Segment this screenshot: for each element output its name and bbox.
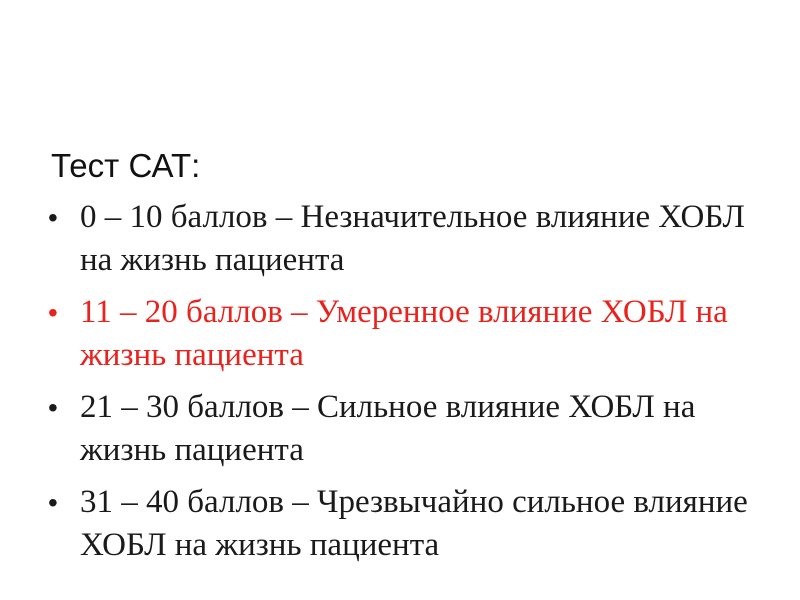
bullet-icon: • bbox=[48, 392, 58, 423]
score-item-text: 31 – 40 баллов – Чрезвычайно сильное влияние ХОБЛ на жизнь пациента bbox=[80, 484, 748, 563]
bullet-icon: • bbox=[48, 487, 58, 518]
score-item-text: 11 – 20 баллов – Умеренное влияние ХОБЛ на жизнь пациента bbox=[80, 294, 728, 373]
score-item-text: 0 – 10 баллов – Незначительное влияние ХОБЛ на жизнь пациента bbox=[80, 199, 745, 278]
score-item-31-40 bbox=[48, 481, 748, 567]
score-item-21-30 bbox=[48, 386, 748, 472]
slide-heading: Тест САТ: bbox=[51, 147, 201, 184]
score-item-text: 21 – 30 баллов – Сильное влияние ХОБЛ на жизнь пациента bbox=[80, 389, 696, 468]
score-item-0-10 bbox=[48, 196, 748, 282]
score-item-11-20 bbox=[48, 291, 748, 377]
score-list bbox=[48, 196, 748, 576]
bullet-icon: • bbox=[48, 202, 58, 233]
bullet-icon: • bbox=[48, 297, 58, 328]
